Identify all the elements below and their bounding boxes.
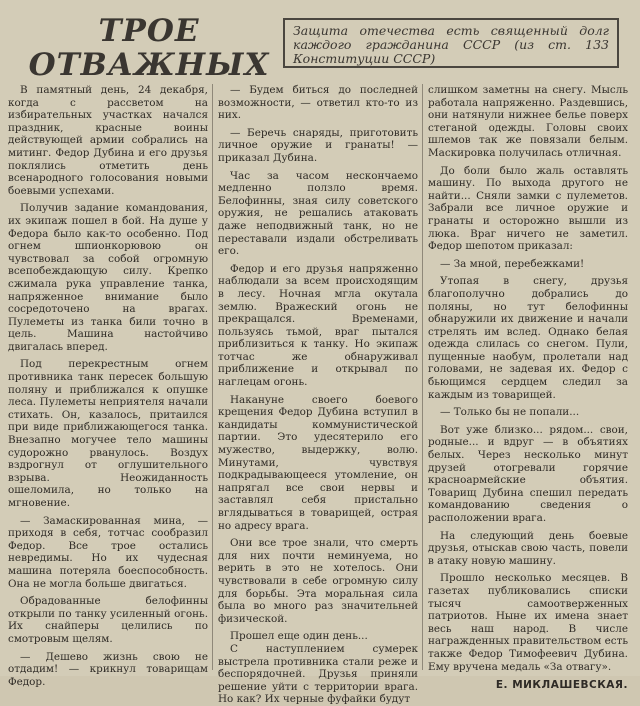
paragraph: — Будем биться до последней возможности, — ответил кто-то из них. (218, 84, 418, 122)
paragraph: Прошел еще один день... (230, 630, 368, 643)
paragraph: — Беречь снаряды, приготовить личное оружие и гранаты! — приказал Дубина. (218, 126, 418, 164)
paragraph: Они все трое знали, что смерть для них почти неминуема, но верить в это не хотелось. Они чувствовали в себе огромную силу для борьбы. Эта моральная сила была во много раз значительней физической. (218, 537, 418, 625)
paragraph: — Замаскированная мина, — приходя в себя, тотчас сообразил Федор. Все трое остались невредимы. Но их чудесная машина потеряла боеспособность. Она не могла больше двигаться. (8, 514, 208, 590)
author-signature: Е. МИКЛАШЕВСКАЯ. (495, 679, 628, 692)
paragraph: Под перекрестным огнем противника танк пересек большую поляну и приближался к опушке леса. Пулеметы неприятеля начали стихать. Он, казалось, притаился при виде приближающегося танка. Внезапно могучее тело машины судорожно рванулось. Воздух вздрогнул от оглушительного взрыва. Неожиданность ошеломила, но только на мгновение. (8, 358, 208, 509)
column-divider (212, 84, 213, 670)
paragraph: Обрадованные белофинны открыли по танку усиленный огонь. Их снайперы целились по смотровым щелям. (8, 595, 208, 645)
paragraph: Федор и его друзья напряженно наблюдали за всем происходящим в лесу. Ночная мгла окутала землю. Вражеский огонь не прекращался. Временами, пользуясь тьмой, враг пытался приблизиться к танку. Но экипаж тотчас же обнаруживал приближение и открывал по наглецам огонь. (218, 262, 418, 389)
paragraph: На следующий день боевые друзья, отыскав свою часть, повели в атаку новую машину. (428, 529, 628, 567)
text-column-3 (428, 84, 628, 692)
paragraph: Накануне своего боевого крещения Федор Дубина вступил в кандидаты коммунистической партии. Это удесятерило его мужество, выдержку, волю. Минутами, чувствуя подкрадывающееся утомление, он напрягал все свои нервы и заставлял себя пристально вглядываться в товарищей, острая но адресу врага. (218, 393, 418, 532)
paragraph: Прошло несколько месяцев. В газетах публиковались списки тысяч самоотверженных патриотов. Ныне их имена знает весь наш народ. В числе награжденных правительством есть также Федор Тимофеевич Дубина. Ему вручена медаль «За отвагу». (428, 572, 628, 673)
title-line-1: ТРОЕ (98, 13, 200, 49)
column-divider (422, 84, 423, 670)
paragraph: Час за часом нескончаемо медленно ползло время. Белофинны, зная силу советского оружия, не решались атаковать даже неподвижный танк, но не переставали издали обстреливать его. (218, 169, 418, 258)
paragraph: С наступлением сумерек выстрела противника стали реже и беспорядочней. Друзья приняли решение уйти с территории врага. Но как? Их черные фуфайки будут (218, 642, 418, 706)
paragraph: слишком заметны на снегу. Мысль работала напряженно. Раздевшись, они натянули нижнее белье поверх стеганой одежды. Головы своих шлемов так же повязали белым. Маскировка получилась отличная. (428, 84, 628, 159)
paragraph: Утопая в снегу, друзья благополучно добрались до поляны, но тут белофинны обнаружили их движение и начали стрелять им вслед. Однако белая одежда слилась со снегом. Пули, пущенные наобум, пролетали над головами, не задевая их. Федор с бьющимся сердцем следил за каждым из товарищей. (428, 275, 628, 401)
paragraph: В памятный день, 24 декабря, когда с рассветом на избирательных участках начался праздник, красные воины действующей армии собрались на митинг. Федор Дубина и его друзья поклялись отметить день всенародного голосования новыми боевыми успехами. (8, 84, 208, 197)
paragraph: — Дешево жизнь свою не отдадим! — крикнул товарищам Федор. (8, 650, 208, 688)
title-line-2: ОТВАЖНЫХ (28, 47, 270, 83)
paragraph: Получив задание командования, их экипаж пошел в бой. На душе у Федора было как-то особенно. Под огнем шпионкорювою он чувствовал за собой огромную всепобеждающую силу. Крепко сжимала рука управление танка, напряженное внимание было сосредоточено на врагах. Пулеметы из танка били точно в цель. Машина настойчиво двигалась вперед. (8, 202, 208, 353)
epigraph-box: Защита отечества есть священный долг каждого гражданина СССР (из ст. 133 Конституции СССР) (283, 18, 619, 68)
paragraph: — За мной, перебежками! (440, 257, 585, 270)
paragraph: — Только бы не попали... (440, 406, 580, 419)
text-column-2 (218, 84, 418, 706)
article-title (20, 14, 278, 82)
paragraph: До боли было жаль оставлять машину. По выхода другого не найти... Сняли замки с пулеметов. Забрали все личное оружие и гранаты и осторожно вышли из люка. Враг ничего не заметил. Федор шепотом приказал: (428, 164, 628, 253)
paragraph: Вот уже близко... рядом... свои, родные... и вдруг — в объятиях белых. Через несколько минут друзей отогревали горячие красноармейские объятия. Товарищ Дубина спешил передать командованию сведения о расположении врага. (428, 423, 628, 524)
text-column-1 (8, 84, 208, 688)
